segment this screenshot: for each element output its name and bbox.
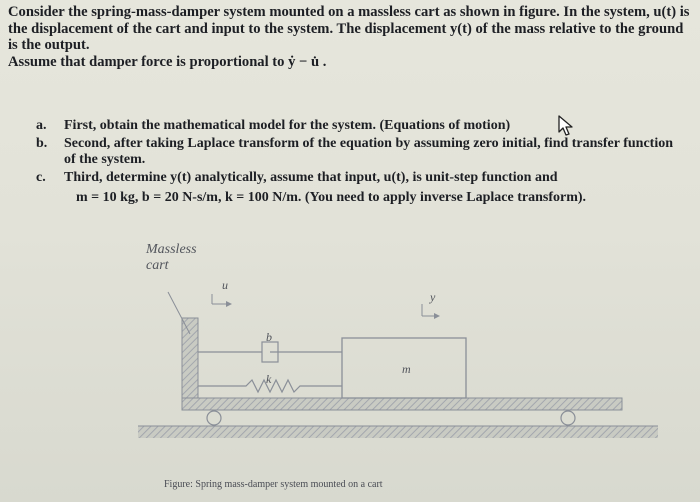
pointer-cursor-icon	[556, 114, 578, 138]
task-text: Third, determine y(t) analytically, assume that input, u(t), is unit-step function and	[64, 169, 558, 185]
task-text: Second, after taking Laplace transform of the equation by assuming zero initial, find transfer function of the system.	[64, 135, 674, 167]
ground	[138, 426, 658, 438]
task-marker: a.	[36, 118, 47, 133]
task-item-b	[36, 136, 686, 169]
task-marker: c.	[36, 169, 46, 185]
task-parameters: m = 10 kg, b = 20 N-s/m, k = 100 N/m. (You need to apply inverse Laplace transform).	[76, 190, 587, 205]
task-text: First, obtain the mathematical model for the system. (Equations of motion)	[64, 118, 511, 133]
y-label: y	[430, 290, 436, 304]
k-label: k	[266, 372, 272, 386]
task-list	[36, 118, 686, 208]
damper-assumption-text: Assume that damper force is proportional to ẏ − u̇ .	[8, 53, 327, 70]
b-label: b	[266, 330, 272, 344]
label-pointer	[168, 292, 190, 334]
problem-intro-text: Consider the spring-mass-damper system mounted on a massless cart as shown in figure. In the system, u(t) is the displacement of the cart and input to the system. The displacement y(t) of the mass relative to the ground is the output.	[8, 4, 690, 53]
cart-floor	[182, 398, 622, 410]
massless-cart-label: Massless cart	[146, 242, 197, 273]
problem-statement	[8, 4, 694, 70]
task-item-a	[36, 118, 686, 135]
u-label: u	[222, 278, 228, 292]
task-marker: b.	[36, 135, 48, 151]
task-item-c	[36, 170, 686, 207]
cart-wheel	[561, 411, 575, 425]
figure-caption: Figure: Spring mass-damper system mounted on a cart	[164, 479, 383, 490]
figure	[0, 230, 700, 502]
cart-wall	[182, 318, 198, 410]
cart-wheel	[207, 411, 221, 425]
m-label: m	[402, 362, 411, 376]
cart-diagram	[0, 230, 700, 502]
